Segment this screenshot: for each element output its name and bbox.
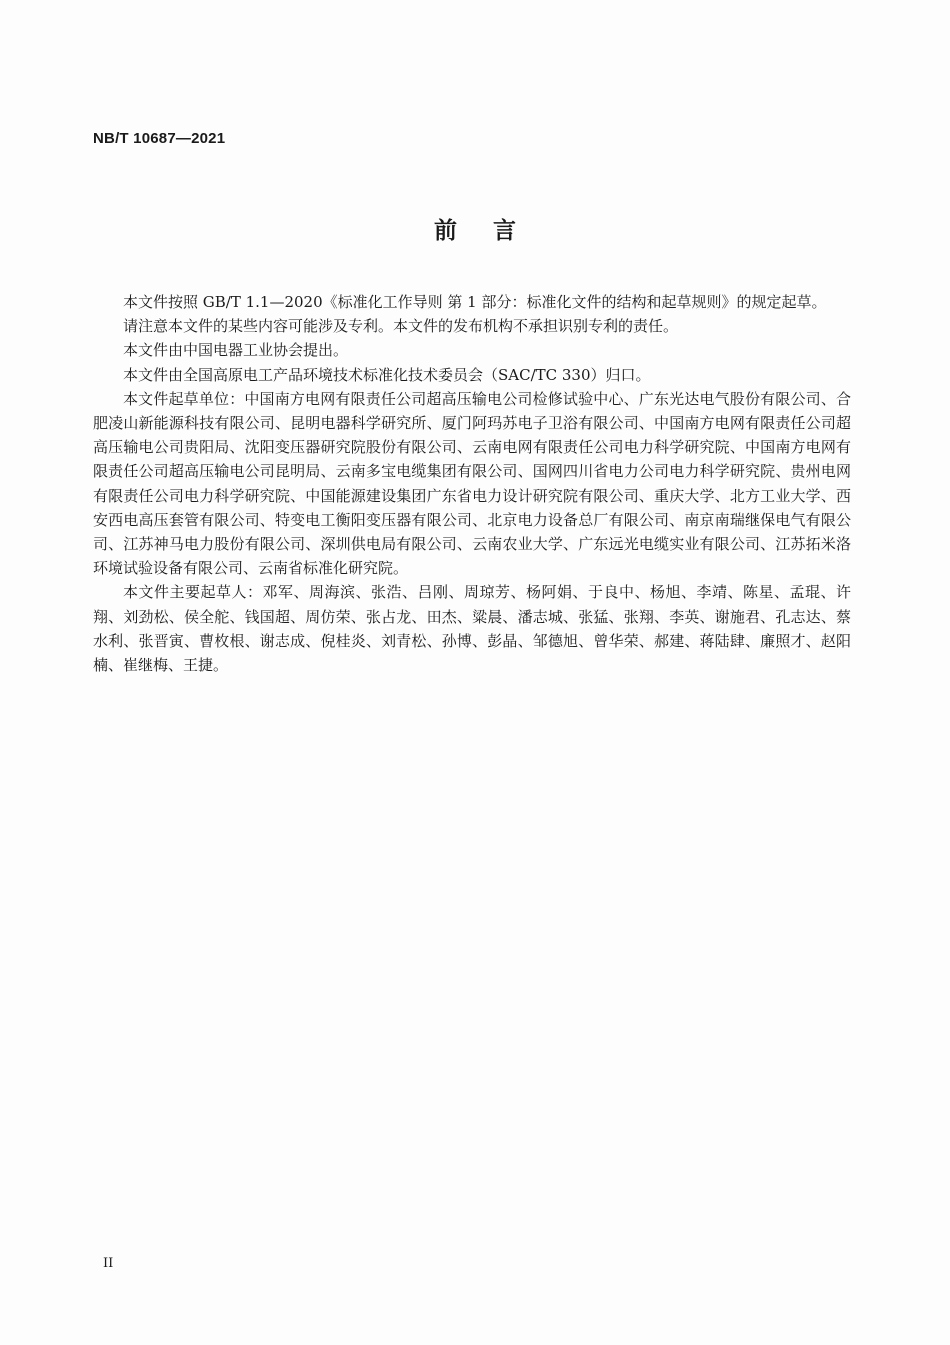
paragraph-committee: 本文件由全国高原电工产品环境技术标准化技术委员会（SAC/TC 330）归口。 [123,365,651,384]
page-number: II [103,1256,114,1271]
paragraph-drafting-rules: 本文件按照 GB/T 1.1—2020《标准化工作导则 第 1 部分：标准化文件的结构和起草规则》的规定起草。 [123,293,827,311]
paragraph-proposer: 本文件由中国电器工业协会提出。 [123,341,349,360]
page-title: 前言 [434,218,552,244]
preface-body [93,290,851,677]
standard-code: NB/T 10687—2021 [93,130,226,147]
paragraph-drafting-units: 本文件起草单位：中国南方电网有限责任公司超高压输电公司检修试验中心、广东光达电气股份有限公司、合肥凌山新能源科技有限公司、昆明电器科学研究所、厦门阿玛苏电子卫浴有限公司、中国南方电网有限责任公司超高压输电公司贵阳局、沈阳变压器研究院股份有限公司、云南电网有限责任公司电力科学研究院、中国南方电网有限责任公司超高压输电公司昆明局、云南多宝电缆集团有限公司、国网四川省电力公司电力科学研究院、贵州电网有限责任公司电力科学研究院、中国能源建设集团广东省电力设计研究院有限公司、重庆大学、北方工业大学、西安西电高压套管有限公司、特变电工衡阳变压器有限公司、北京电力设备总厂有限公司、南京南瑞继保电气有限公司、江苏神马电力股份有限公司、深圳供电局有限公司、云南农业大学、广东远光电缆实业有限公司、江苏拓米洛环境试验设备有限公司、云南省标准化研究院。 [93,389,851,578]
paragraph-patent-notice: 请注意本文件的某些内容可能涉及专利。本文件的发布机构不承担识别专利的责任。 [123,317,679,336]
paragraph-main-drafters: 本文件主要起草人：邓军、周海滨、张浩、吕刚、周琼芳、杨阿娟、于良中、杨旭、李靖、陈星、孟琨、许翔、刘劲松、侯全舵、钱国超、周仿荣、张占龙、田杰、粱晨、潘志城、张猛、张翔、李英、谢施君、孔志达、蔡水利、张晋寅、曹枚根、谢志成、倪桂炎、刘青松、孙博、彭晶、邹德旭、曾华荣、郝建、蒋陆肆、廉照才、赵阳楠、崔继梅、王捷。 [93,583,851,675]
